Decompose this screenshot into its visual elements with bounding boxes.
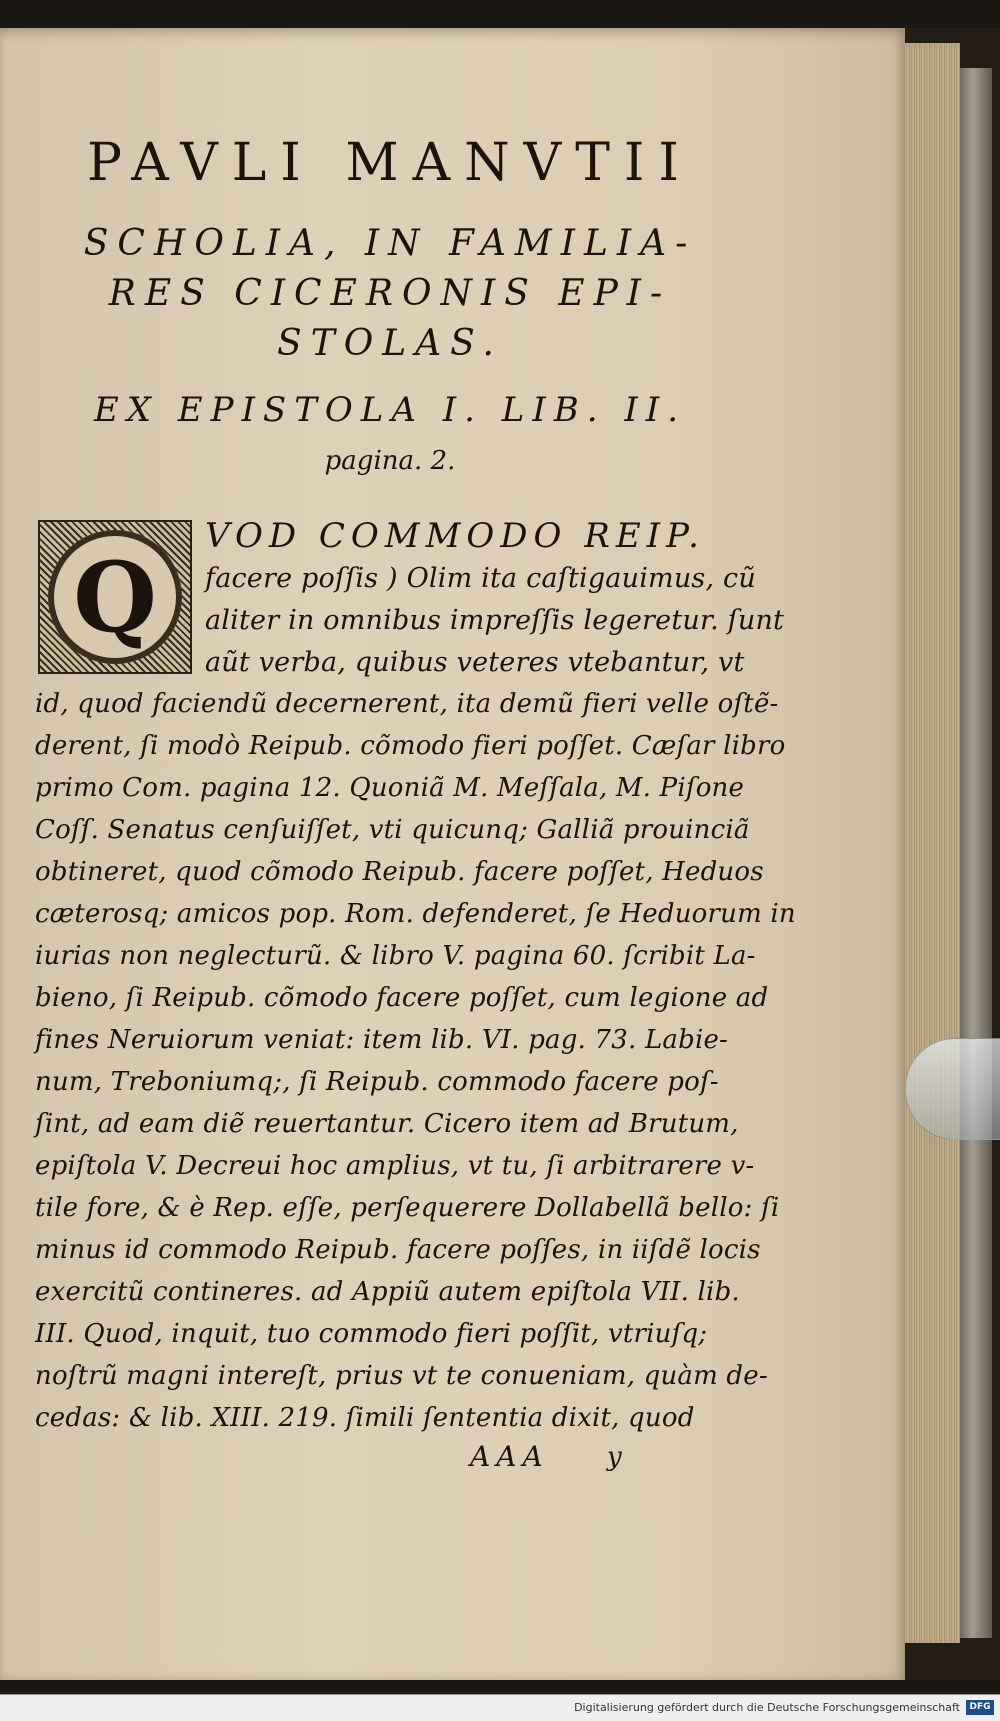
subtitle-line-2: RES CICERONIS EPI- [108,273,672,314]
subtitle-line-3: STOLAS. [277,323,503,364]
body-line: id, quod faciendũ decernerent, ita demũ fieri velle oſtẽ- [35,689,779,719]
page-title: PAVLI MANVTII [87,133,693,193]
book-spread [0,28,1000,1680]
page-reference: pagina. 2. [324,446,456,476]
decorated-initial [38,520,192,674]
body-line: III. Quod, inquit, tuo commodo fieri poſſit, vtriuſq; [35,1319,708,1349]
body-line: cedas: & lib. XIII. 219. ſimili ſententia dixit, quod [35,1403,695,1433]
body-line: Coſſ. Senatus cenſuiſſet, vti quicunq; Galliã prouinciã [35,815,750,845]
body-line: aũt verba, quibus veteres vtebantur, vt [205,647,745,678]
cover-edge [960,68,992,1638]
body-line: facere poſſis ) Olim ita caſtigauimus, cũ [205,563,756,594]
body-line: VOD COMMODO REIP. [205,516,705,556]
body-line: exercitũ contineres. ad Appiũ autem epiſtola VII. lib. [35,1277,740,1307]
body-line: bieno, ſi Reipub. cõmodo facere poſſet, cum legione ad [35,983,769,1013]
footer-bar [0,1694,1000,1721]
page-edges [905,43,960,1643]
body-line: num, Treboniumq;, ſi Reipub. commodo facere poſ- [35,1067,719,1097]
page-clip [905,1038,1000,1140]
footer-credit: Digitalisierung gefördert durch die Deutsche Forschungsgemeinschaft [574,1701,960,1714]
dfg-logo-icon: DFG [966,1700,994,1715]
body-line: epiſtola V. Decreui hoc amplius, vt tu, ſi arbitrarere v- [35,1151,755,1181]
catchword: AAA [470,1440,549,1473]
body-line: cæterosq; amicos pop. Rom. defenderet, ſe Heduorum in [35,899,796,929]
body-line: derent, ſi modò Reipub. cõmodo fieri poſſet. Cæſar libro [35,731,786,761]
body-line: minus id commodo Reipub. facere poſſes, in iiſdẽ locis [35,1235,761,1265]
body-line: tile fore, & è Rep. eſſe, perſequerere Dollabellã bello: ſi [35,1193,780,1223]
subtitle-line-1: SCHOLIA, IN FAMILIA- [83,223,697,264]
signature-mark: y [607,1442,622,1472]
body-line: iurias non neglecturũ. & libro V. pagina 60. ſcribit La- [35,941,756,971]
body-line: primo Com. pagina 12. Quoniã M. Meſſala, M. Piſone [35,773,745,803]
body-line: fines Neruiorum veniat: item lib. VI. pag. 73. Labie- [35,1025,729,1055]
initial-letter: Q [48,530,182,664]
body-line: noſtrũ magni intereſt, prius vt te conueniam, quàm de- [35,1361,768,1391]
body-line: aliter in omnibus impreſſis legeretur. ſunt [205,605,785,636]
body-line: obtineret, quod cõmodo Reipub. facere poſſet, Heduos [35,857,764,887]
body-line: ſint, ad eam diẽ reuertantur. Cicero item ad Brutum, [35,1109,739,1139]
section-heading: EX EPISTOLA I. LIB. II. [93,390,687,430]
